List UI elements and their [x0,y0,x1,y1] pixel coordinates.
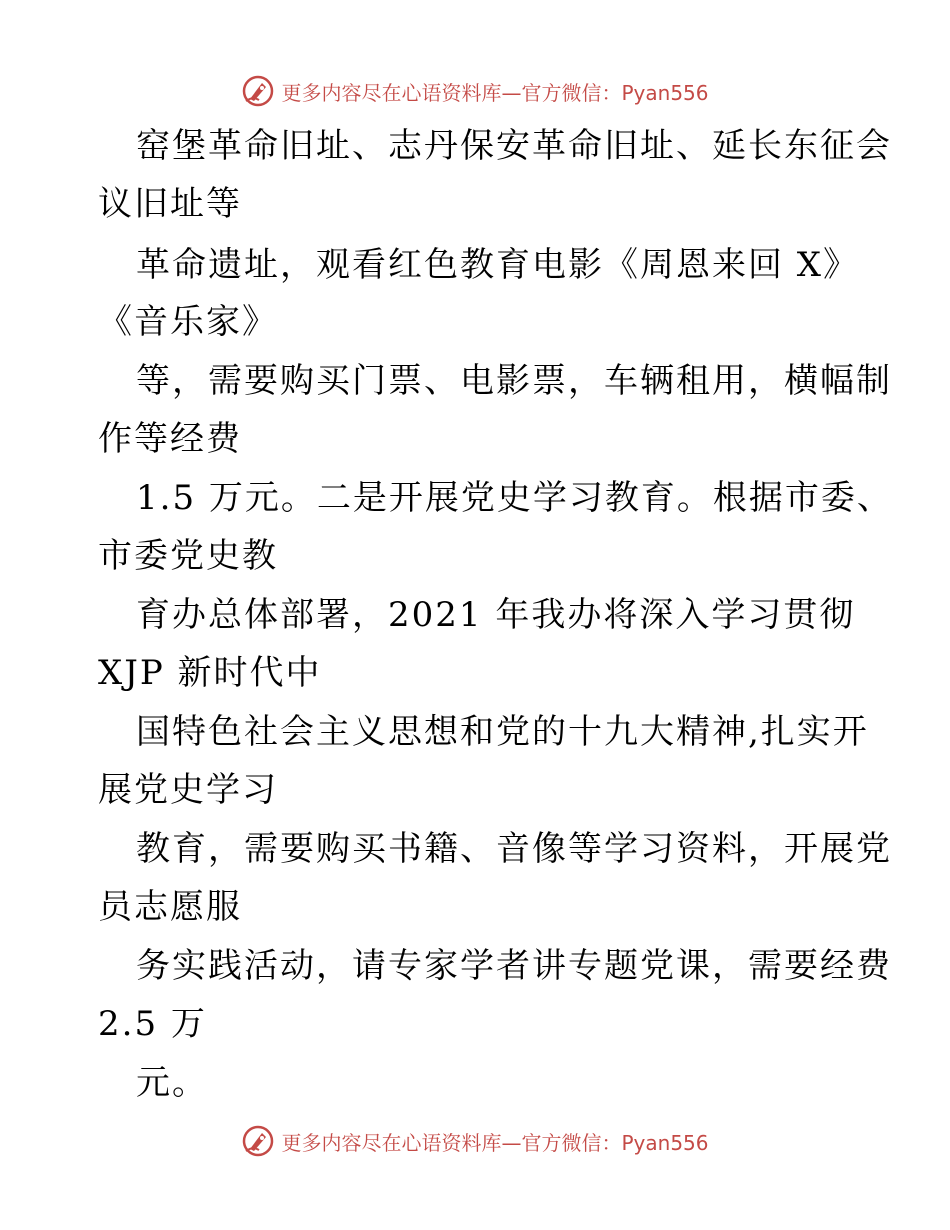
text-line: 2.5 万 [98,1004,207,1044]
pen-nib-logo-icon [241,1124,275,1158]
watermark-text [281,1127,708,1156]
watermark-wechat-id: Pyan556 [621,80,709,105]
watermark-wechat-id: Pyan556 [621,1130,709,1155]
text-line: 国特色社会主义思想和党的十九大精神,扎实开 [136,712,869,752]
pen-nib-logo-icon [241,74,275,108]
watermark-label: 官方微信： [521,80,622,105]
watermark-dash: — [501,1130,522,1155]
text-line: 作等经费 [98,419,242,459]
watermark-main: 更多内容尽在心语资料库 [281,80,502,105]
watermark-text [281,77,708,106]
text-line: 革命遗址，观看红色教育电影《周恩来回 X》 [136,245,860,285]
text-line: 《音乐家》 [98,302,278,342]
text-line: 育办总体部署，2021 年我办将深入学习贯彻 [136,595,856,635]
watermark-dash: — [501,80,522,105]
footer-watermark [0,1121,950,1161]
text-line: XJP 新时代中 [98,653,322,693]
text-line: 窑堡革命旧址、志丹保安革命旧址、延长东征会 [136,126,892,166]
text-line: 1.5 万元。二是开展党史学习教育。根据市委、 [136,478,893,518]
text-line: 展党史学习 [98,770,278,810]
text-line: 等，需要购买门票、电影票，车辆租用，横幅制 [136,361,892,401]
watermark-label: 官方微信： [521,1130,622,1155]
text-line: 元。 [136,1063,208,1103]
watermark-main: 更多内容尽在心语资料库 [281,1130,502,1155]
header-watermark [0,71,950,111]
text-line: 务实践活动，请专家学者讲专题党课，需要经费 [136,946,892,986]
text-line: 员志愿服 [98,887,242,927]
text-line: 市委党史教 [98,536,278,576]
text-line: 教育，需要购买书籍、音像等学习资料，开展党 [136,829,892,869]
text-line: 议旧址等 [98,184,242,224]
